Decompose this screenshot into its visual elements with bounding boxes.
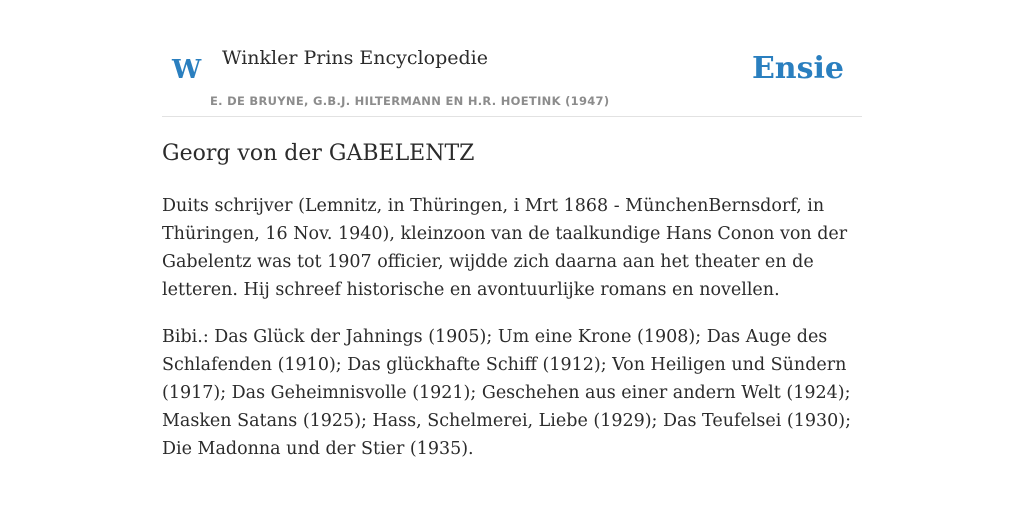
source-authors: E. DE BRUYNE, G.B.J. HILTERMANN EN H.R. HOETINK (1947) (210, 94, 610, 108)
source-header (162, 0, 862, 117)
entry-body (162, 192, 862, 482)
entry-bibliography: Bibi.: Das Glück der Jahnings (1905); Um eine Krone (1908); Das Auge des Schlafenden (1910); Das glückhafte Schiff (1912); Von Heiligen und Sündern (1917); Das Geheimnisvolle (1921); Geschehen aus einer andern Welt (1924); Masken Satans (1925); Hass, Schelmerei, Liebe (1929); Das Teufelsei (1930); Die Madonna und der Stier (1935). (162, 327, 851, 459)
entry-title: Georg von der GABELENTZ (162, 141, 475, 166)
entry-description: Duits schrijver (Lemnitz, in Thüringen, i Mrt 1868 - MünchenBernsdorf, in Thüringen, 16 Nov. 1940), kleinzoon van de taalkundige Hans Conon von der Gabelentz was tot 1907 officier, wijdde zich daarna aan het theater en de letteren. Hij schreef historische en avontuurlijke romans en novellen. (162, 196, 848, 300)
source-title[interactable]: Winkler Prins Encyclopedie (222, 47, 488, 69)
ensie-logo[interactable]: Ensie (751, 51, 844, 86)
entry-page (162, 0, 862, 512)
winkler-prins-logo[interactable]: W (172, 55, 202, 85)
